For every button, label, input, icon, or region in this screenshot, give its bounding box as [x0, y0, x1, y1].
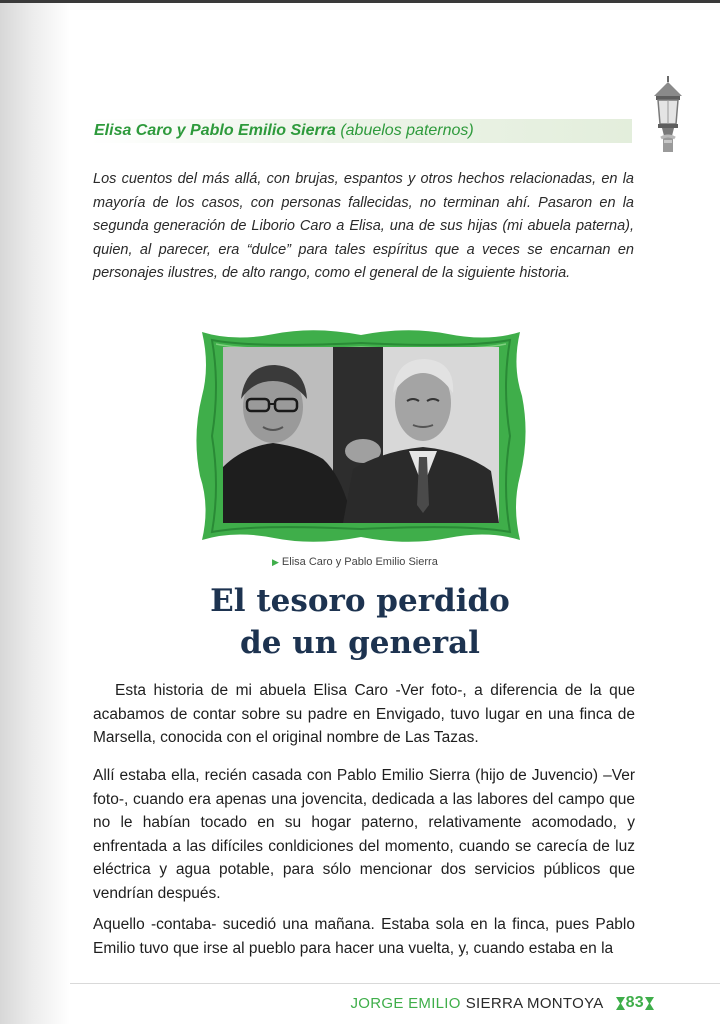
footer-author-last: SIERRA MONTOYA — [465, 994, 604, 1012]
section-heading — [94, 120, 474, 142]
hourglass-icon — [616, 997, 625, 1010]
page-number-block — [616, 994, 654, 1012]
top-rule — [0, 0, 720, 3]
intro-paragraph: Los cuentos del más allá, con brujas, espantos y otros hechos relacionadas, en la mayoría de los casos, con personas fallecidas, no terminan ahí. Pasaron en la segunda generación de Liborio Caro a Elisa, una de sus hijas (mi abuela paterna), quien, al parecer, era “dulce” para tales espíritus que a veces se encarnan en personajes ilustres, de alto rango, como el general de la siguiente historia. — [93, 171, 634, 281]
article-title-line-2: de un general — [240, 625, 480, 661]
portrait-photo — [223, 347, 499, 523]
article-title-line-1: El tesoro perdido — [210, 583, 510, 619]
photo-caption — [272, 556, 438, 568]
section-heading-names: Elisa Caro y Pablo Emilio Sierra — [94, 122, 336, 139]
body-paragraph-3: Aquello -contaba- sucedió una mañana. Estaba sola en la finca, pues Pablo Emilio tuvo que irse al pueblo para hacer una vuelta, y, cuando estaba en la — [93, 916, 635, 957]
triangle-right-icon: ▶ — [272, 557, 279, 567]
footer-rule — [70, 983, 720, 984]
page-footer — [350, 994, 654, 1012]
photo-caption-text: Elisa Caro y Pablo Emilio Sierra — [281, 556, 438, 568]
hourglass-icon — [645, 997, 654, 1010]
section-heading-relation: (abuelos paternos) — [340, 122, 474, 139]
article-title — [0, 580, 720, 664]
photo-frame — [194, 326, 528, 546]
street-lamp-icon — [648, 74, 688, 156]
page-gutter-shadow — [0, 3, 70, 1024]
body-paragraph-2: Allí estaba ella, recién casada con Pablo Emilio Sierra (hijo de Juvencio) –Ver foto-, cuando era apenas una jovencita, dedicada a las labores del campo que no le habían tocado en su hogar paterno, relativamente acomodado, y enfrentada a las difíciles conldiciones del momento, cuando se carecía de luz eléctrica y agua potable, para sólo mencionar dos servicios públicos que vendrían después. — [93, 767, 635, 902]
body-paragraph-1: Esta historia de mi abuela Elisa Caro -Ver foto-, a diferencia de la que acabamos de contar sobre su padre en Envigado, tuvo lugar en una finca de Marsella, conocida con el original nombre de Las Tazas. — [93, 682, 635, 746]
page-number: 83 — [625, 994, 644, 1011]
footer-author-first: JORGE EMILIO — [350, 994, 461, 1012]
